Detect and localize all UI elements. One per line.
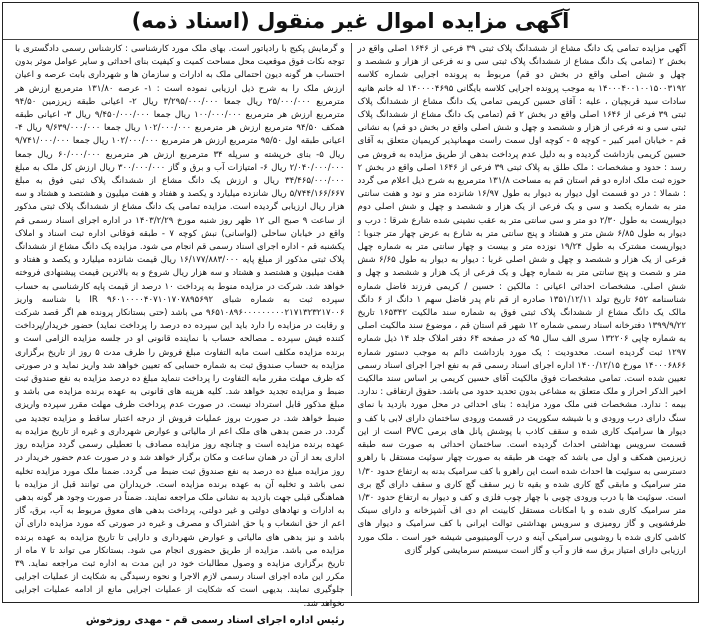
column-right	[351, 43, 693, 596]
notice-page	[2, 2, 699, 626]
notice-body	[9, 43, 692, 626]
column-left-text: و گرمایش پکیج با رادیاتور است. بهای ملک مورد کارشناسی : کارشناس رسمی دادگستری با توجه نکات فوق موقعیت محل مساحت کمیت و کیفیت بنای احداثی و سایر عوامل موثر بدون احتساب هر گونه دیون احتمالی ملک به ادارات و سازمان ها و شهرداری بابت عرصه و اعیان ارزش ملک را به شرح ذیل ارزیابی نموده است : ۱- عرصه ۱۳۱/۸۰ مترمربع ارزش هر مترمربع ۲۵/۰۰۰/۰۰۰ ریال جمعا ۳/۲۹۵/۰۰۰/۰۰۰ ریال ۲- اعیانی طبقه زیرزمین ۹۴/۵۰ مترمربع ارزش هر مترمربع ۱۰۰/۰۰۰/۰۰۰ ریال جمعا ۹/۴۵۰/۰۰۰/۰۰۰ ریال ۳- اعیانی طبقه همکف ۹۴/۵۰ مترمربع ارزش هر مترمربع ۱۰۲/۰۰۰/۰۰۰ ریال جمعا ۹/۶۳۹/۰۰۰/۰۰۰ ریال ۴- اعیانی طبقه اول ۹۵/۵۰ مترمربع ارزش هر مترمربع ۱۰۲/۰۰۰/۰۰۰ ریال جمعا ۹/۷۴۱/۰۰۰/۰۰۰ ریال ۵- بنای خرپشته و سرپله ۳۴ مترمربع ارزش هر مترمربع ۶۰/۰۰۰/۰۰۰ ریال جمعا ۲/۰۴۰/۰۰۰/۰۰۰ ریال ۶- امتیازات آب و برق و گاز ۳۰۰/۰۰۰/۰۰۰ ریال ارزش کل ملک به مبلغ ۳۴/۴۶۵/۰۰۰/۰۰۰ ریال و ارزش یک دانگ مشاع از ششدانگ پلاک ثبتی فوق به مبلغ ۵/۷۴۴/۱۶۶/۶۶۷ ریال شانزده میلیارد و یکصد و هفتاد و هفت میلیون و هشتصد و هشتاد و سه هزار ریال ارزیابی گردیده است. مزایده تمامی یک دانگ مشاع از ششدانگ پلاک ثبتی مذکور از ساعت ۹ صبح الی ۱۲ ظهر روز شنبه مورخ ۱۴۰۳/۲/۲۹ در اداره اجرای اسناد رسمی قم واقع در خیابان ساحلی (لواسانی) نبش کوچه ۷ - طبقه فوقانی اداره ثبت اسناد و املاک یکشنبه قم - اداره اجرای اسناد رسمی قم انجام می شود. مزایده یک دانگ مشاع از ششدانگ پلاک ثبتی مذکور از مبلغ پایه ۱۶/۱۷۷/۸۸۳/۰۰۰ ریال قیمت شانزده میلیارد و یکصد و هفتاد و هفت میلیون و هشتصد و هشتاد و سه هزار ریال شروع و به بالاترین قیمت پیشنهادی فروخته خواهد شد. شرکت در مزایده منوط به پرداخت ۱۰ درصد از قیمت پایه کارشناسی به حساب سپرده ثبت به شماره شبای IR ۹۶۰۱۰۰۰۰۴۰۷۱۰۱۷۰۷۸۹۵۶۹۲ با شناسه واریز ۹۶۵۱۰۸۹۶۰۰۰۰۰۰۰۰۰۲۱۷۱۳۲۳۲۱۷۰۰۶ می باشد (حتی بستانکار پرونده هم اگر قصد شرکت و رقابت در مزایده را دارد باید این سپرده ده درصد را پرداخت نماید) حضور خریدار/پرداخت کننده فیش سپرده ـ مصالحه حساب با نماینده قانونی او در جلسه مزایده الزامی است و برنده مزایده مکلف است مابه التفاوت مبلغ فروش را ظرف مدت ۵ روز از تاریخ برگزاری مزایده به حساب صندوق ثبت به شماره حسابی که تعیین خواهد شد واریز نماید و در صورتی که ظرف مهلت مقرر مابه التفاوت را پرداخت ننماید مبلغ ده درصد مزایده به نفع صندوق ثبت ضبط و مزایده تجدید خواهد شد. کلیه هزینه های قانونی به عهده برنده مزایده می باشد و مبلغ مذکور قابل استرداد نیست. در صورت عدم پرداخت ظرف مهلت مقرر سپرده واریزی ضبط خواهد شد. در صورت بروز عملیات فروش از درجه اعتبار ساقط و مزایده تجدید می گردد. در ضمن بدهی های ملک اعم از مالیاتی و عوارض شهرداری و غیره از تاریخ مزایده به عهده برنده مزایده است و چنانچه روز مزایده مصادف با تعطیلی رسمی گردد مزایده روز اداری بعد از آن در همان ساعت و مکان برگزار خواهد شد و در صورت عدم حضور خریدار در روز مزایده مبلغ ده درصد به نفع صندوق ثبت ضبط می گردد. ضمنا ملک مورد مزایده تخلیه نمی باشد و تخلیه آن به عهده برنده مزایده است. خریداران می توانند قبل از مزایده با هماهنگی قبلی جهت بازدید به نشانی ملک مراجعه نمایند. ضمناً در صورت وجود هر گونه بدهی به ادارات و نهادهای دولتی و غیر دولتی، پرداخت بدهی های معوق مربوط به آب، برق، گاز اعم از حق انشعاب و یا حق اشتراک و مصرف و غیره در صورتی که مورد مزایده دارای آن باشد و نیز بدهی های مالیاتی و عوارض شهرداری و دارایی تا تاریخ مزایده به عهده برنده مزایده می باشد. مزایده از طریق حضوری انجام می شود. بستانکار می تواند تا ۷ ماه از تاریخ برگزاری مزایده و وصول مطالبات خود در این مدت به اداره ثبت مراجعه نماید. ۳۹ مکرر این ماده اجرای اسناد رسمی لازم الاجرا و نحوه رسیدگی به شکایت از عملیات اجرایی جلوگیری نمایند. بدیهی است که شکایت از عملیات اجرایی مانع از ادامه عملیات اجرایی نخواهد شد.	[15, 44, 345, 609]
column-left	[9, 43, 351, 626]
notice-title: آگهی مزایده اموال غیر منقول (اسناد ذمه)	[131, 9, 570, 33]
column-right-text: آگهی مزایده تمامی یک دانگ مشاع از ششدانگ پلاک ثبتی ۳۹ فرعی از ۱۶۴۶ اصلی واقع در بخش ۲ (تمامی یک دانگ مشاع از ششدانگ پلاک ثبتی سی و نه فرعی از هزار و ششصد و چهل و شش اصلی واقع در بخش دو قم) مربوط به پرونده اجرایی شماره کلاسه ۱۴۰۰۰۴۰۰۱۰۰۱۵۰۰۳۱۹۲ به موجب پرونده اجرایی کلاسه بایگانی ۱۴۰۰۰۰۴۶۹۵ له خانم هانیه سادات سید قربچیان ، علیه : آقای حسین کریمی تمامی یک دانگ مشاع از ششدانگ پلاک ثبتی ۳۹ فرعی از ۱۶۴۶ اصلی واقع در بخش ۲ قم (تمامی یک دانگ مشاع از ششدانگ پلاک ثبتی سی و نه فرعی از هزار و ششصد و چهل و شش اصلی واقع در بخش دو قم) به نشانی قم - خیابان امیر کبیر - کوچه ۵ - کوچه اول سمت راست مهمانپذیر کریمیان متعلق به آقای حسین کریمی بازداشت گردیده و به دلیل عدم پرداخت بدهی از طریق مزایده به فروش می رسد : حدود و مشخصات : ملک طلق به پلاک ثبتی ۳۹ فرعی از ۱۶۴۶ اصلی واقع در بخش ۲ حوزه ثبت ملک اداره دو قم استان قم به مساحت ۱۳۱/۸ مترمربع به شرح ذیل اعلام می گردد : شمالا : در دو قسمت اول دیوار به دیوار به طول ۱۶/۹۷ شانزده متر و نود و هفت سانتی متر به شماره یکصد و سی و یک فرعی از یک هزار و ششصد و چهل و شش اصلی دوم دیواریست به طول ۲/۳۰ دو متر و سی سانتی متر به عقب نشینی شده شارع شرقا : درب و دیوار به طول ۶/۸۵ شش متر و هشتاد و پنج سانتی متر به شارع به عرض چهار متر جنوبا : دیواریست مشترک به طول ۱۹/۲۴ نوزده متر و بیست و چهار سانتی متر به شماره چهل فرعی از یک هزار و ششصد و چهل و شش اصلی غربا : دیوار به دیوار به طول ۶/۶۵ شش متر و شصت و پنج سانتی متر به شماره چهل و یک فرعی از یک هزار و ششصد و چهل و شش اصلی. مشخصات احداثی اعیانی : مالکین : حسین / کریمی فرزند فاضل شماره شناسنامه ۶۵۲ تاریخ تولد ۱۳۵۱/۱۲/۱۱ صادره از قم نام پدر فاضل سهم ۱ دانگ از ۶ دانگ مالک یک دانگ مشاع از ششدانگ پلاک ثبتی فوق به شماره سند مالکیت ۱۶۵۳۴۲ تاریخ ۱۳۹۹/۹/۲۲ دفترخانه اسناد رسمی شماره ۱۲ شهر قم استان قم ، موضوع سند مالکیت اصلی به شماره چاپی ۱۳۲۲۰۶ سری الف سال ۹۵ که در صفحه ۶۴ دفتر املاک جلد ۱۴ ذیل شماره ۱۲۹۷ ثبت گردیده است. محدودیت : یک مورد بازداشت دائم به موجب دستور شماره ۱۴۰۰۰۶۸۶۶ مورخ ۱۴۰۰/۱۲/۱۵ اداره اجرای اسناد رسمی قم به نفع اجرا اجرای اسناد رسمی تعیین شده است. تمامی مشخصات فوق مالکیت آقای حسین کریمی بر اساس سند مالکیت اخیر الذکر احراز و ملک متعلق به مشاعی بدون تحدید حدود می باشد. حقوق ارتفاقی : ندارد. بیمه : ندارد. مشخصات فنی ملک مورد مزایده : بنای احداثی در محل مورد بازدید با نمای سنگ دارای درب ورودی و با شیشه سکوریت در قسمت ورودی ساختمان دارای لابی با کف و دیوار ها سرامیک کاری شده و سقف کاذب با پوشش پانل های برمی PVC است از این قسمت سرویس بهداشتی احداث گردیده است. ساختمان احداثی به صورت سه طبقه زیرزمین همکف و اول می باشد که جهت هر طبقه به صورت چهار سوئیت مستقل با راهرو دسترسی به سوئیت ها احداث شده است این راهرو با کف سرامیک بدنه به ارتفاع حدود ۱/۳۰ متر سرامیک و مابقی گچ کاری شده و بقیه تا زیر سقف گچ کاری و سقف دارای گچ بری است. سوئیت ها با درب ورودی چوبی با چهار چوب فلزی و کف و دیوار به ارتفاع حدود ۱/۳۰ متر سرامیک کاری شده و با امکانات مستقل کابینت ام دی اف آشپزخانه و دارای سینک ظرفشویی و گاز رومیزی و سرویس بهداشتی توالت ایرانی با کف سرامیک و دیوار های کاشی کاری شده با روشویی سرامیکی آینه و درب آلومینیومی شیشه خور است . ملک مورد ارزیابی دارای امتیاز برق سه فاز و آب و گاز است سیستم سرمایشی کولر گازی	[357, 44, 687, 556]
title-bar	[3, 3, 698, 40]
signature: رئیس اداره اجرای اسناد رسمی قم - مهدی روزخوش	[85, 614, 345, 626]
